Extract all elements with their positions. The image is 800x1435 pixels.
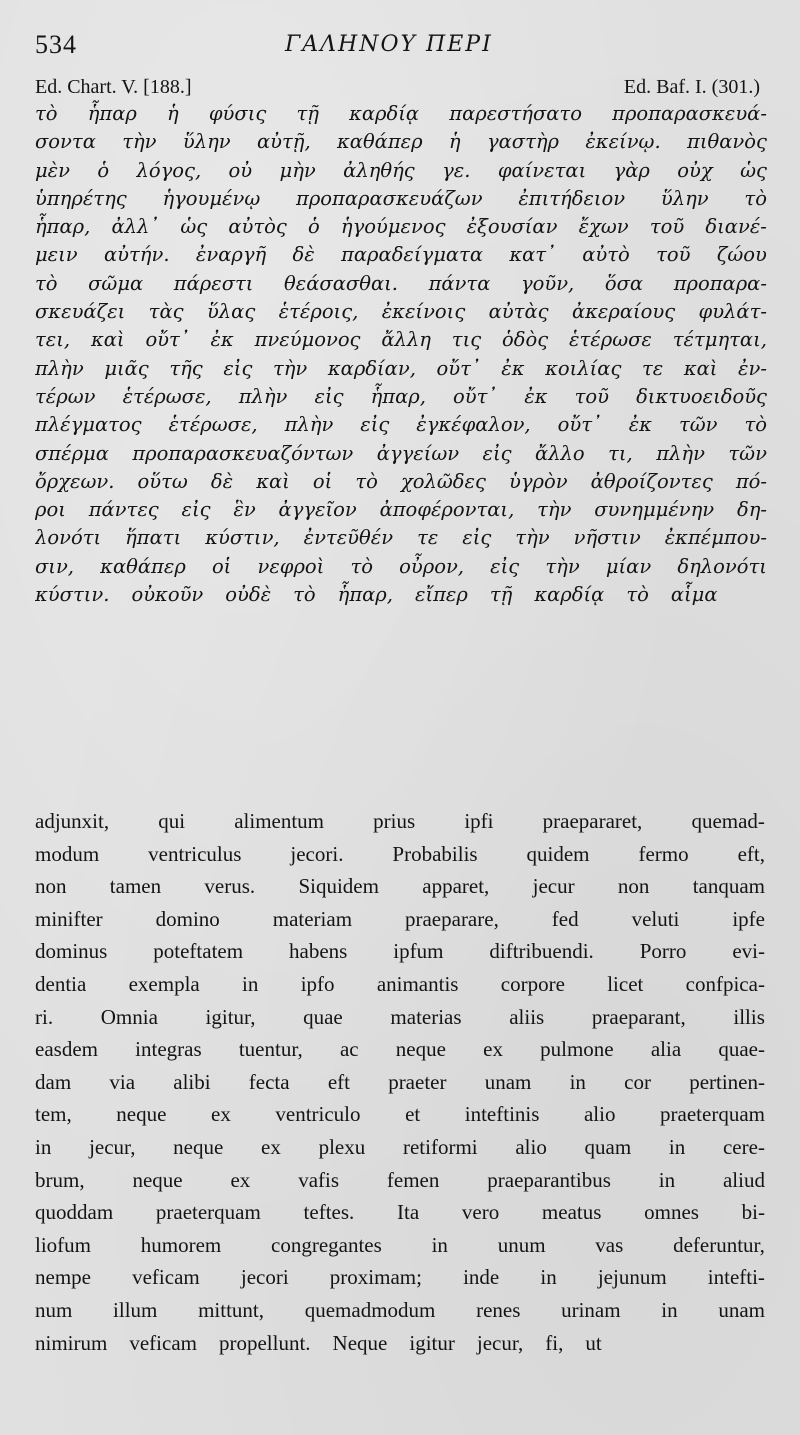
greek-text-block [35,100,767,609]
latin-text-line: num illum mittunt, quemadmodum renes urinam in unam [35,1297,765,1322]
latin-text-line: nimirum veficam propellunt. Neque igitur jecur, fi, ut [35,1330,602,1355]
greek-text-line: ροι πάντες εἰς ἓν ἀγγεῖον ἀποφέρονται, τὴν συνημμένην δη- [35,498,767,522]
greek-text-line: ὑπηρέτης ἡγουμένῳ προπαρασκευάζων ἐπιτήδειον ὕλην τὸ [35,186,767,210]
latin-text-line: in jecur, neque ex plexu retiformi alio quam in cere- [35,1134,765,1159]
latin-text-line: easdem integras tuentur, ac neque ex pulmone alia quae- [35,1037,765,1062]
latin-text-line: minifter domino materiam praeparare, fed veluti ipfe [35,906,765,931]
page-number: 534 [35,30,77,59]
greek-text-line: σκευάζει τὰς ὕλας ἑτέροις, ἐκείνοις αὐτὰς ἀκεραίους φυλάτ- [35,300,767,324]
greek-text-line: πλὴν μιᾶς τῆς εἰς τὴν καρδίαν, οὔτ᾽ ἐκ κοιλίας τε καὶ ἐν- [35,356,767,380]
greek-text-line: πλέγματος ἑτέρωσε, πλὴν εἰς ἐγκέφαλον, οὔτ᾽ ἐκ τῶν τὸ [35,413,767,437]
latin-text-line: modum ventriculus jecori. Probabilis quidem fermo eft, [35,841,765,866]
greek-text-line: σιν, καθάπερ οἱ νεφροὶ τὸ οὖρον, εἰς τὴν μίαν δηλονότι [35,554,767,578]
latin-text-line: quoddam praeterquam teftes. Ita vero meatus omnes bi- [35,1200,765,1225]
latin-text-line: nempe veficam jecori proximam; inde in jejunum intefti- [35,1265,765,1290]
edition-reference-left: Ed. Chart. V. [188.] [35,76,192,98]
greek-text-line: σοντα τὴν ὕλην αὐτῇ, καθάπερ ἡ γαστὴρ ἐκείνῳ. πιθανὸς [35,130,767,154]
greek-text-line: τὸ σῶμα πάρεστι θεάσασθαι. πάντα γοῦν, ὅσα προπαρα- [35,271,767,295]
latin-text-line: ri. Omnia igitur, quae materias aliis praeparant, illis [35,1004,765,1029]
latin-text-line: adjunxit, qui alimentum prius ipfi praepararet, quemad- [35,809,765,833]
greek-text-line: τει, καὶ οὔτ᾽ ἐκ πνεύμονος ἄλλη τις ὁδὸς ἑτέρωσε τέτμηται, [35,328,767,352]
latin-text-line: tem, neque ex ventriculo et inteftinis alio praeterquam [35,1102,765,1127]
latin-text-line: dominus poteftatem habens ipfum diftribuendi. Porro evi- [35,939,765,964]
greek-text-line: κύστιν. οὐκοῦν οὐδὲ τὸ ἧπαρ, εἴπερ τῇ καρδίᾳ τὸ αἷμα [35,583,718,607]
latin-text-line: brum, neque ex vafis femen praeparantibus in aliud [35,1167,765,1192]
greek-text-line: μὲν ὁ λόγος, οὐ μὴν ἀληθής γε. φαίνεται γὰρ οὐχ ὡς [35,158,767,182]
latin-text-line: liofum humorem congregantes in unum vas deferuntur, [35,1232,765,1257]
greek-text-line: ἧπαρ, ἀλλ᾽ ὡς αὐτὸς ὁ ἡγούμενος ἐξουσίαν ἔχων τοῦ διανέ- [35,215,767,239]
greek-text-line: τέρων ἑτέρωσε, πλὴν εἰς ἧπαρ, οὔτ᾽ ἐκ τοῦ δικτυοειδοῦς [35,384,767,408]
greek-text-line: μειν αὐτήν. ἐναργῆ δὲ παραδείγματα κατ᾽ αὐτὸ τοῦ ζώου [35,243,767,267]
greek-text-line: σπέρμα προπαρασκευαζόντων ἀγγείων εἰς ἄλλο τι, πλὴν τῶν [35,441,767,465]
latin-text-block [35,805,765,1359]
running-head: ΓΑΛΗΝΟΥ ΠΕΡΙ [285,32,493,57]
greek-text-line: τὸ ἧπαρ ἡ φύσις τῇ καρδίᾳ παρεστήσατο προπαρασκευά- [35,102,767,125]
greek-text-line: λονότι ἥπατι κύστιν, ἐντεῦθέν τε εἰς τὴν νῆστιν ἐκπέμπου- [35,526,767,550]
latin-text-line: dam via alibi fecta eft praeter unam in cor pertinen- [35,1069,765,1094]
latin-text-line: dentia exempla in ipfo animantis corpore licet confpica- [35,971,765,996]
latin-text-line: non tamen verus. Siquidem apparet, jecur non tanquam [35,874,765,899]
greek-text-line: ὄρχεων. οὕτω δὲ καὶ οἱ τὸ χολῶδες ὑγρὸν ἀθροίζοντες πό- [35,469,767,493]
edition-reference-right: Ed. Baf. I. (301.) [623,76,760,98]
